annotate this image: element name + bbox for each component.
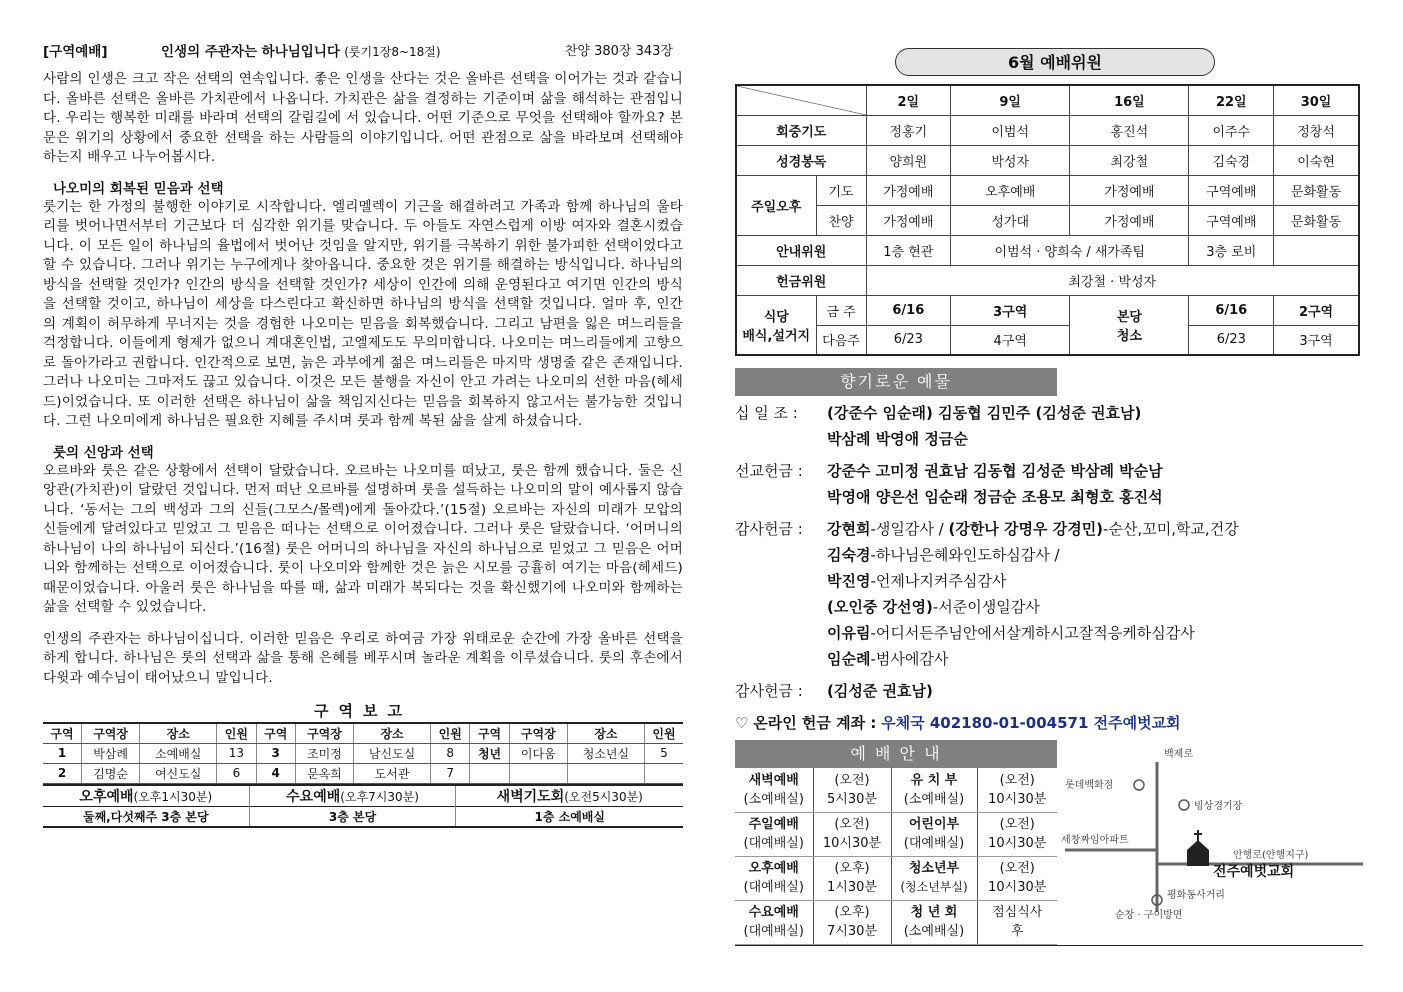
report-cell: 김명순 bbox=[82, 763, 140, 783]
report-cell: 청년 bbox=[470, 743, 509, 763]
service-time: 5시30분 bbox=[827, 791, 877, 807]
service-place: (대예배실) bbox=[903, 836, 965, 851]
duty-cell: 가정예배 bbox=[1070, 175, 1189, 205]
report-header: 구역 bbox=[470, 723, 509, 743]
online-offering bbox=[735, 712, 1363, 734]
service-time: 10시30분 bbox=[988, 791, 1047, 807]
service-name: 수요예배 bbox=[748, 905, 799, 920]
report-cell: 여신도실 bbox=[140, 763, 217, 783]
service-time: 10시30분 bbox=[988, 836, 1047, 851]
service-name-row bbox=[43, 785, 683, 807]
mission-names: 박영애 양은선 임순래 정금순 조용모 최형호 홍진석 bbox=[827, 488, 1163, 506]
service-place: 1층 소예배실 bbox=[456, 806, 683, 827]
duty-date: 16일 bbox=[1070, 85, 1189, 115]
duty-date-row bbox=[736, 85, 1359, 115]
service-place: (소예배실) bbox=[903, 791, 965, 807]
report-cell: 8 bbox=[431, 743, 470, 763]
report-cell: 2 bbox=[43, 763, 82, 783]
duty-cell: 최강철 bbox=[1070, 145, 1189, 175]
duty-cell: 김숙경 bbox=[1189, 145, 1274, 175]
report-cell: 이다움 bbox=[509, 743, 567, 763]
report-table bbox=[43, 722, 683, 784]
report-header-row bbox=[43, 723, 683, 743]
report-header: 구역장 bbox=[82, 723, 140, 743]
week-label: 다음주 bbox=[816, 325, 866, 355]
sermon-hymn: 찬양 380장 343장 bbox=[564, 44, 673, 59]
tithe-label: 십 일 조 : bbox=[735, 404, 798, 422]
row-sublabel: 찬양 bbox=[816, 205, 866, 235]
report-cell bbox=[567, 763, 644, 783]
service-times-table bbox=[43, 784, 683, 829]
thanks-label: 감사헌금 : bbox=[735, 520, 803, 538]
worship-row bbox=[735, 856, 1057, 900]
report-cell: 13 bbox=[217, 743, 256, 763]
thanks-entry: 김숙경 -하나님은혜와인도하심감사 / bbox=[827, 546, 1060, 564]
report-cell bbox=[470, 763, 509, 783]
worship-row bbox=[735, 768, 1057, 812]
report-cell: 1 bbox=[43, 743, 82, 763]
thanks-entry: 이유림 -어디서든주님안에서살게하시고잘적응케하심감사 bbox=[827, 624, 1195, 642]
section1-title: 나오미의 회복된 믿음과 선택 bbox=[53, 180, 224, 197]
report-cell: 청소년실 bbox=[567, 743, 644, 763]
service-period: (오전) bbox=[999, 772, 1035, 788]
duty-cell: 정홍기 bbox=[866, 115, 951, 145]
church-icon bbox=[1187, 830, 1209, 866]
duty-cell: 정창석 bbox=[1274, 115, 1359, 145]
worship-guide-title: 예 배 안 내 bbox=[735, 740, 1057, 768]
service-place: 3층 본당 bbox=[249, 806, 456, 827]
report-header: 구역 bbox=[256, 723, 295, 743]
duty-cafeteria-row bbox=[736, 295, 1359, 325]
report-cell bbox=[644, 763, 683, 783]
section1-body: 룻기는 한 가정의 불행한 이야기로 시작합니다. 엘리멜렉이 기근을 해결하려고 가족과 함께 하나님의 울타리를 벗어나면서부터 기근보다 더 심각한 위기를 맞습니다. 두 아들도 자연스럽게 이방 여자와 결혼시켰습니다. 이 모든 일이 하나님의 율법에서 벗어난 것임을 알지만, 위기를 극복하기 위한 불가피한 선택이었다고 할 수 있습니다. 그러나 위기는 누구에게나 찾아옵니다. 중요한 것은 위기를 해결하는 방식입니다. 하나님의 방식을 선택할 것인가? 인간의 방식을 선택할 것인가? 세상이 인간에 의해 운영된다고 여기면 인간의 방식을 선택할 것이고, 하나님이 세상을 다스린다고 확신하면 하나님의 방식을 선택할 것입니다. 얼마 후, 인간의 계획이 허무하게 무너지는 것을 경험한 나오미는 믿음을 회복했습니다. 그리고 남편을 잃은 며느리들을 걱정합니다. 이들에게 형제가 없으니 계대혼인법, 고엘제도도 무의미합니다. 나오미는 며느리들에게 고향으로 돌아가라고 권합니다. 인간적으로 보면, 늙은 과부에게 젊은 며느리들은 마지막 생명줄 같은 존재입니다. 그러나 나오미는 그마저도 끊고 있습니다. 이것은 모든 불행을 자신이 안고 가려는 나오미의 선한 마음(헤세드)이었습니다. 또 이러한 선택은 하나님이 삶을 책임지신다는 믿음을 회복하지 않고서는 불가능한 것입니다. 그런 나오미에게 하나님은 필요한 지혜를 주시며 룻과 함께 복된 삶을 살게 하셨습니다. bbox=[43, 198, 683, 429]
service-wednesday: 수요예배(오후7시30분) bbox=[249, 785, 456, 807]
duty-cell: 구역예배 bbox=[1189, 175, 1274, 205]
online-label: 온라인 헌금 계좌 : bbox=[753, 714, 877, 732]
worship-row bbox=[735, 900, 1057, 944]
report-cell: 문옥희 bbox=[295, 763, 353, 783]
service-name: 어린이부 bbox=[908, 817, 960, 832]
service-place: (소예배실) bbox=[903, 924, 965, 939]
duty-cell: 3구역 bbox=[951, 295, 1070, 325]
duty-cell: 4구역 bbox=[951, 325, 1070, 355]
cleaning-label: 본당 청소 bbox=[1070, 295, 1189, 355]
service-place: (대예배실) bbox=[743, 880, 804, 895]
report-row bbox=[43, 763, 683, 783]
report-cell: 6 bbox=[217, 763, 256, 783]
offerings-list bbox=[735, 400, 1363, 704]
row-label: 성경봉독 bbox=[736, 145, 866, 175]
section2-title: 룻의 신앙과 선택 bbox=[53, 444, 154, 461]
report-cell: 5 bbox=[644, 743, 683, 763]
service-name: 새벽예배 bbox=[748, 772, 799, 788]
sermon-tag: [구역예배] bbox=[43, 44, 108, 60]
duty-date: 22일 bbox=[1189, 85, 1274, 115]
duty-cafeteria-next-row bbox=[736, 325, 1359, 355]
thanks2-label: 감사헌금 : bbox=[735, 682, 803, 700]
duty-offering-row bbox=[736, 265, 1359, 295]
service-name: 청 년 회 bbox=[910, 905, 958, 920]
online-account: 우체국 402180-01-004571 전주예벗교회 bbox=[881, 714, 1181, 732]
heart-icon: ♡ bbox=[735, 714, 749, 732]
duty-cell: 6/16 bbox=[866, 295, 951, 325]
duty-cell: 성가대 bbox=[951, 205, 1070, 235]
tithe-names: (강준수 임순래) 김동협 김민주 (김성준 권효남) bbox=[827, 404, 1142, 422]
duty-prayer-row bbox=[736, 115, 1359, 145]
map-label-church: 전주예벗교회 bbox=[1213, 864, 1295, 880]
report-cell: 조미정 bbox=[295, 743, 353, 763]
service-period: 점심식사 bbox=[992, 905, 1043, 920]
duty-pm-prayer-row bbox=[736, 175, 1359, 205]
service-period: (오후) bbox=[834, 905, 870, 920]
section2-body: 오르바와 룻은 같은 상황에서 선택이 달랐습니다. 오르바는 나오미를 떠났고, 룻은 함께 했습니다. 둘은 신앙관(가치관)이 달랐던 것입니다. 먼저 떠난 오르바를 설명하며 룻을 설득하는 나오미의 말이 예사롭지 않습니다. ‘동서는 그의 백성과 그의 신들(그모스/몰렉)에게 돌아갔다.’(15절) 오르바는 자신의 미래가 모압의 신들에게 달려있다고 믿었고 그 믿음은 떠나는 선택으로 이어졌습니다. 그러나 룻은 달랐습니다. ‘어머니의 하나님이 나의 하나님이 되신다.’(16절) 룻은 어머니의 하나님을 자신의 하나님으로 믿었고 그 믿음은 어머니와 함께하는 선택으로 이어졌습니다. 룻이 나오미와 함께한 것은 늙은 시모를 긍휼히 여기는 마음(헤세드)때문이었습니다. 아울러 룻은 하나님을 따를 때, 삶과 미래가 복되다는 것을 확신했기에 나오미와 함께하는 삶을 선택할 수 있었습니다. bbox=[43, 462, 683, 615]
thanks-entry: 박진영 -언제나지켜주심감사 bbox=[827, 572, 1007, 590]
report-cell: 남신도실 bbox=[354, 743, 431, 763]
duty-pm-praise-row bbox=[736, 205, 1359, 235]
report-header: 구역장 bbox=[509, 723, 567, 743]
cafeteria-label: 식당 배식,설거지 bbox=[736, 295, 816, 355]
duty-date: 9일 bbox=[951, 85, 1070, 115]
thanks2-names: (김성준 권효남) bbox=[827, 682, 933, 700]
duty-cell: 가정예배 bbox=[866, 175, 951, 205]
report-header: 장소 bbox=[354, 723, 431, 743]
duty-cell: 문화활동 bbox=[1274, 205, 1359, 235]
worship-row bbox=[735, 812, 1057, 856]
duty-cell: 6/16 bbox=[1189, 295, 1274, 325]
page-bottom-rule bbox=[735, 945, 1363, 946]
report-row bbox=[43, 743, 683, 763]
service-place: (대예배실) bbox=[743, 924, 804, 939]
duty-cell: 가정예배 bbox=[1070, 205, 1189, 235]
report-header: 인원 bbox=[644, 723, 683, 743]
service-period: (오전) bbox=[834, 817, 870, 832]
row-sublabel: 기도 bbox=[816, 175, 866, 205]
duty-cell: 양희원 bbox=[866, 145, 951, 175]
duty-cell: 이범석 bbox=[951, 115, 1070, 145]
offerings-title: 향기로운 예물 bbox=[735, 368, 1057, 396]
service-place: (청소년부실) bbox=[900, 880, 968, 894]
report-cell: 도서관 bbox=[354, 763, 431, 783]
service-time: 10시30분 bbox=[822, 836, 882, 851]
map-label-lotte: 롯데백화점 bbox=[1065, 780, 1114, 791]
service-time: 1시30분 bbox=[827, 880, 877, 895]
map-label-bottom: 순창 · 구이방면 bbox=[1115, 910, 1183, 921]
worship-guide-table bbox=[735, 768, 1057, 945]
service-name: 유 치 부 bbox=[910, 772, 958, 788]
report-header: 구역장 bbox=[295, 723, 353, 743]
mission-names: 강준수 고미정 권효남 김동협 김성준 박삼례 박순남 bbox=[827, 462, 1163, 480]
duty-cell: 홍진석 bbox=[1070, 115, 1189, 145]
report-title: 구역보고 bbox=[314, 702, 412, 720]
duty-cell: 구역예배 bbox=[1189, 205, 1274, 235]
left-page bbox=[43, 40, 683, 950]
right-page bbox=[735, 48, 1363, 948]
service-place: (소예배실) bbox=[743, 791, 804, 807]
duty-cell: 가정예배 bbox=[866, 205, 951, 235]
report-header: 구역 bbox=[43, 723, 82, 743]
mission-label: 선교헌금 : bbox=[735, 462, 803, 480]
church-location-map bbox=[1057, 740, 1363, 948]
report-header: 인원 bbox=[217, 723, 256, 743]
service-afternoon: 오후예배(오후1시30분) bbox=[43, 785, 249, 807]
duty-cell: 3구역 bbox=[1274, 325, 1359, 355]
report-header: 인원 bbox=[431, 723, 470, 743]
report-cell: 박삼례 bbox=[82, 743, 140, 763]
duty-cell: 6/23 bbox=[866, 325, 951, 355]
sermon-header bbox=[43, 40, 683, 64]
thanks-entry: 강현희-생일감사 / (강한나 강명우 강경민)-순산,꼬미,학교,건강 bbox=[827, 520, 1239, 538]
sermon-title: 인생의 주관자는 하나님입니다 bbox=[161, 44, 340, 60]
row-label: 헌금위원 bbox=[736, 265, 866, 295]
service-time: 10시30분 bbox=[988, 880, 1047, 895]
report-cell: 소예배실 bbox=[140, 743, 217, 763]
service-name: 청소년부 bbox=[908, 861, 960, 876]
diagonal-corner bbox=[736, 85, 866, 115]
duty-cell: 1층 현관 bbox=[866, 235, 951, 265]
thanks-entry: (오인중 강선영) -서준이생일감사 bbox=[827, 598, 1040, 616]
sermon-intro: 사람의 인생은 크고 작은 선택의 연속입니다. 좋은 인생을 산다는 것은 올바른 선택을 이어가는 것과 같습니다. 올바른 선택은 올바른 가치관에서 나옵니다. 가치관은 삶을 결정하는 기준이며 삶을 해석하는 관점입니다. 우리는 행복한 미래를 바라며 선택의 갈림길에 서 있습니다. 어떤 기준으로 무엇을 선택해야 할까요? 본문은 위기의 상황에서 중요한 선택을 하는 사람들의 이야기입니다. 어떤 관점으로 삶을 바라보며 선택해야 하는지 배우고 나누어봅시다. bbox=[43, 71, 683, 165]
report-cell bbox=[509, 763, 567, 783]
duty-reading-row bbox=[736, 145, 1359, 175]
report-cell: 4 bbox=[256, 763, 295, 783]
duty-cell: 박성자 bbox=[951, 145, 1070, 175]
service-name: 주일예배 bbox=[748, 817, 799, 832]
duty-table bbox=[735, 84, 1360, 356]
duty-usher-row bbox=[736, 235, 1359, 265]
row-label: 주일오후 bbox=[736, 175, 816, 235]
report-header: 장소 bbox=[567, 723, 644, 743]
service-period: (오전) bbox=[834, 772, 870, 788]
map-label-rink: 빙상경기장 bbox=[1194, 801, 1243, 812]
week-label: 금 주 bbox=[816, 295, 866, 325]
duty-cell: 3층 로비 bbox=[1189, 235, 1274, 265]
duty-cell: 6/23 bbox=[1189, 325, 1274, 355]
service-name: 오후예배 bbox=[748, 861, 799, 876]
rink-marker bbox=[1179, 800, 1189, 810]
service-period: (오전) bbox=[999, 817, 1035, 832]
sermon-conclusion: 인생의 주관자는 하나님이십니다. 이러한 믿음은 우리로 하여금 가장 위태로운 순간에 가장 올바른 선택을 하게 합니다. 하나님은 룻의 선택과 삶을 통해 은혜를 베푸시며 놀라운 계획을 이루셨습니다. 룻의 후손에서 다윗과 예수님이 태어났으니 말입니다. bbox=[43, 630, 683, 686]
duty-title: 6월 예배위원 bbox=[895, 48, 1215, 76]
service-time: 후 bbox=[1010, 924, 1024, 939]
service-dawn: 새벽기도회(오전5시30분) bbox=[456, 785, 683, 807]
duty-cell: 최강철 · 박성자 bbox=[866, 265, 1359, 295]
service-period: (오후) bbox=[834, 861, 870, 876]
service-place-row bbox=[43, 806, 683, 827]
duty-cell: 이숙현 bbox=[1274, 145, 1359, 175]
map-label-road-right: 안행로(안행지구) bbox=[1233, 850, 1309, 861]
service-place: (대예배실) bbox=[743, 836, 804, 851]
row-label: 회중기도 bbox=[736, 115, 866, 145]
lotte-marker bbox=[1134, 780, 1144, 790]
map-label-road-top: 백제로 bbox=[1164, 749, 1193, 760]
duty-cell bbox=[1274, 235, 1359, 265]
map-label-intersection: 평화동사거리 bbox=[1167, 890, 1225, 901]
duty-cell: 2구역 bbox=[1274, 295, 1359, 325]
report-header: 장소 bbox=[140, 723, 217, 743]
service-time: 7시30분 bbox=[827, 924, 877, 939]
sermon-reference: (룻기1장8~18절) bbox=[344, 45, 441, 59]
report-cell: 7 bbox=[431, 763, 470, 783]
tithe-names: 박삼례 박영애 정금순 bbox=[827, 430, 968, 448]
duty-cell: 이범석 · 양희숙 / 새가족팀 bbox=[951, 235, 1189, 265]
report-cell: 3 bbox=[256, 743, 295, 763]
map-label-apartment: 세창짜임아파트 bbox=[1061, 835, 1129, 846]
duty-cell: 오후예배 bbox=[951, 175, 1070, 205]
map-drawing bbox=[1057, 740, 1363, 948]
worship-guide-section bbox=[735, 740, 1363, 948]
service-period: (오전) bbox=[999, 861, 1035, 876]
duty-cell: 문화활동 bbox=[1274, 175, 1359, 205]
service-place: 둘째,다섯째주 3층 본당 bbox=[43, 806, 249, 827]
duty-date: 2일 bbox=[866, 85, 951, 115]
duty-cell: 이주수 bbox=[1189, 115, 1274, 145]
thanks-entry: 임순례 -범사에감사 bbox=[827, 650, 949, 668]
row-label: 안내위원 bbox=[736, 235, 866, 265]
duty-date: 30일 bbox=[1274, 85, 1359, 115]
